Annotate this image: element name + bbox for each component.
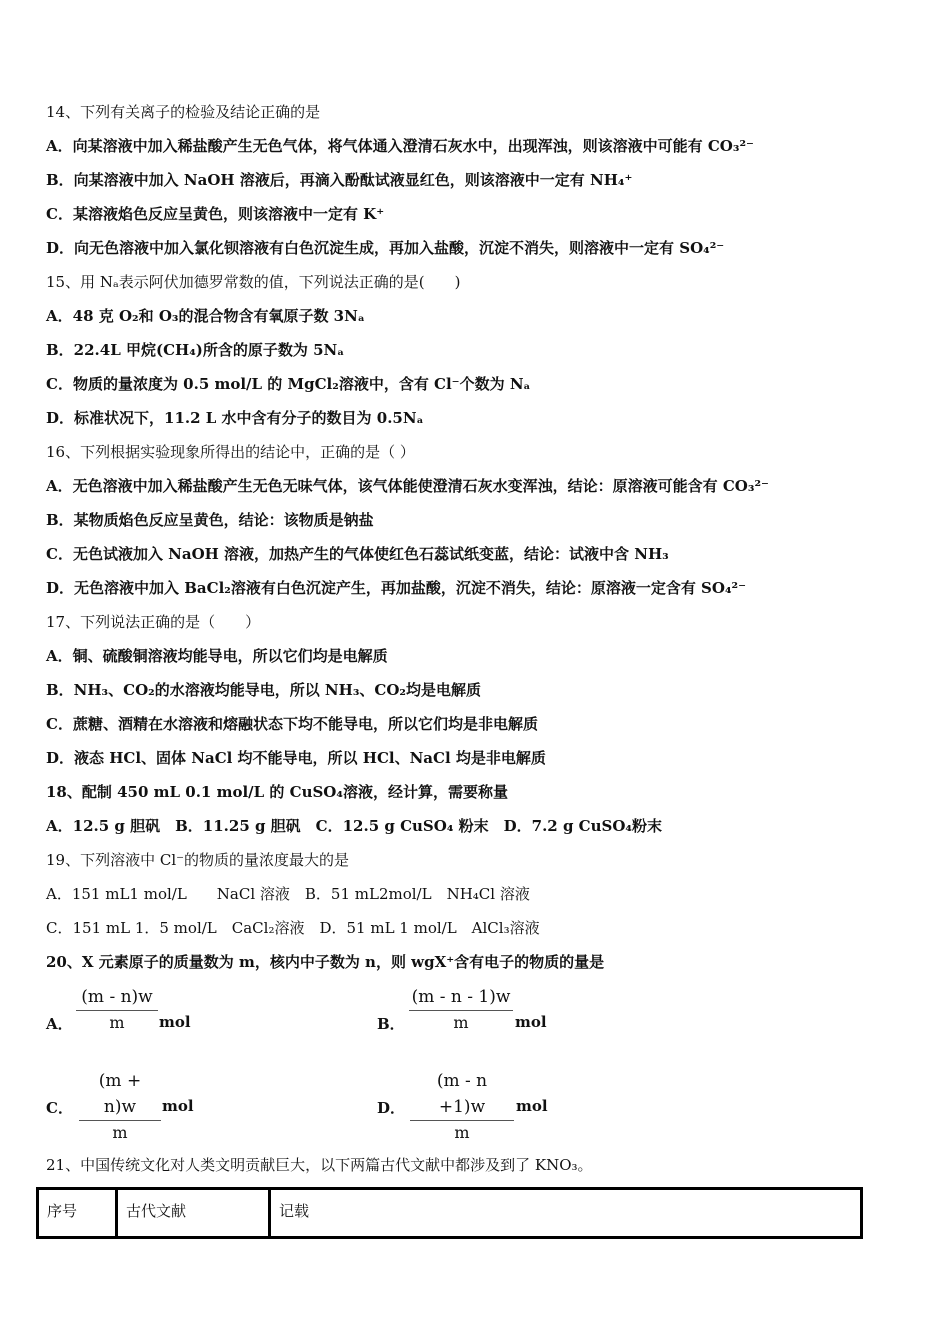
q14-stem: 14、下列有关离子的检验及结论正确的是: [46, 103, 321, 121]
q17-stem: 17、下列说法正确的是（ ）: [46, 613, 261, 631]
q20-option-c-fraction: [79, 1068, 161, 1145]
table-header-record: 记载: [270, 1189, 862, 1238]
q20-option-a-numerator: (m - n)w: [76, 984, 158, 1011]
q15-option-d: D．标准状况下，11.2 L 水中含有分子的数目为 0.5Nₐ: [46, 409, 424, 427]
q20-option-a-fraction: [76, 984, 158, 1035]
q14-option-c: C．某溶液焰色反应呈黄色，则该溶液中一定有 K⁺: [46, 205, 385, 223]
q15-option-a: A．48 克 O₂和 O₃的混合物含有氧原子数 3Nₐ: [46, 307, 365, 325]
q19-options-cd: C．151 mL 1．5 mol/L CaCl₂溶液 D．51 mL 1 mol/L AlCl₃溶液: [46, 919, 540, 937]
q20-option-b-unit: mol: [515, 1013, 547, 1031]
q20-stem: 20、X 元素原子的质量数为 m，核内中子数为 n，则 wgX⁺含有电子的物质的量是: [46, 953, 605, 971]
table-header-index: 序号: [38, 1189, 117, 1238]
q17-option-d: D．液态 HCl、固体 NaCl 均不能导电，所以 HCl、NaCl 均是非电解质: [46, 749, 546, 767]
q20-option-c-denominator: m: [112, 1123, 128, 1142]
q15-option-c: C．物质的量浓度为 0.5 mol/L 的 MgCl₂溶液中，含有 Cl⁻个数为 Nₐ: [46, 375, 531, 393]
q16-option-a: A．无色溶液中加入稀盐酸产生无色无味气体，该气体能使澄清石灰水变浑浊，结论：原溶液可能含有 CO₃²⁻: [46, 477, 769, 495]
q20-option-d-numerator: (m - n +1)w: [410, 1068, 514, 1121]
q14-option-a: A．向某溶液中加入稀盐酸产生无色气体，将气体通入澄清石灰水中，出现浑浊，则该溶液中可能有 CO₃²⁻: [46, 137, 754, 155]
q21-stem: 21、中国传统文化对人类文明贡献巨大，以下两篇古代文献中都涉及到了 KNO₃。: [46, 1156, 593, 1174]
q16-option-c: C．无色试液加入 NaOH 溶液，加热产生的气体使红色石蕊试纸变蓝，结论：试液中含 NH₃: [46, 545, 669, 563]
q18-options: A．12.5 g 胆矾 B．11.25 g 胆矾 C．12.5 g CuSO₄ 粉末 D．7.2 g CuSO₄粉末: [46, 817, 662, 835]
q16-option-b: B．某物质焰色反应呈黄色，结论：该物质是钠盐: [46, 511, 374, 529]
q20-option-d-label: D．: [377, 1099, 406, 1117]
q20-option-c-numerator: (m + n)w: [79, 1068, 161, 1121]
q15-option-b: B．22.4L 甲烷(CH₄)所含的原子数为 5Nₐ: [46, 341, 345, 359]
q17-option-b: B．NH₃、CO₂的水溶液均能导电，所以 NH₃、CO₂均是电解质: [46, 681, 481, 699]
q20-option-d-unit: mol: [516, 1097, 548, 1115]
q15-stem: 15、用 Nₐ表示阿伏加德罗常数的值，下列说法正确的是( ): [46, 273, 461, 291]
q20-option-a-denominator: m: [109, 1013, 125, 1032]
table-header-literature: 古代文献: [117, 1189, 270, 1238]
q17-option-c: C．蔗糖、酒精在水溶液和熔融状态下均不能导电，所以它们均是非电解质: [46, 715, 538, 733]
q20-option-b-denominator: m: [453, 1013, 469, 1032]
q20-option-a-unit: mol: [159, 1013, 191, 1031]
q19-options-ab: A．151 mL1 mol/L NaCl 溶液 B．51 mL2mol/L NH₄Cl 溶液: [46, 885, 530, 903]
q16-stem: 16、下列根据实验现象所得出的结论中，正确的是（ ）: [46, 443, 415, 461]
q14-option-d: D．向无色溶液中加入氯化钡溶液有白色沉淀生成，再加入盐酸，沉淀不消失，则溶液中一定有 SO₄²⁻: [46, 239, 725, 257]
q20-option-b-label: B．: [377, 1015, 405, 1033]
q17-option-a: A．铜、硫酸铜溶液均能导电，所以它们均是电解质: [46, 647, 388, 665]
q20-option-c-label: C．: [46, 1099, 73, 1117]
q20-option-d-denominator: m: [454, 1123, 470, 1142]
q20-option-a-label: A．: [46, 1015, 73, 1033]
q20-option-c-unit: mol: [162, 1097, 194, 1115]
q20-option-b-fraction: [409, 984, 513, 1035]
table-row: [38, 1189, 862, 1238]
q21-table: [36, 1187, 863, 1239]
q20-option-b-numerator: (m - n - 1)w: [409, 984, 513, 1011]
q16-option-d: D．无色溶液中加入 BaCl₂溶液有白色沉淀产生，再加盐酸，沉淀不消失，结论：原溶液一定含有 SO₄²⁻: [46, 579, 747, 597]
q19-stem: 19、下列溶液中 Cl⁻的物质的量浓度最大的是: [46, 851, 350, 869]
q14-option-b: B．向某溶液中加入 NaOH 溶液后，再滴入酚酞试液显红色，则该溶液中一定有 NH₄⁺: [46, 171, 633, 189]
q18-stem: 18、配制 450 mL 0.1 mol/L 的 CuSO₄溶液，经计算，需要称量: [46, 783, 508, 801]
q20-option-d-fraction: [410, 1068, 514, 1145]
